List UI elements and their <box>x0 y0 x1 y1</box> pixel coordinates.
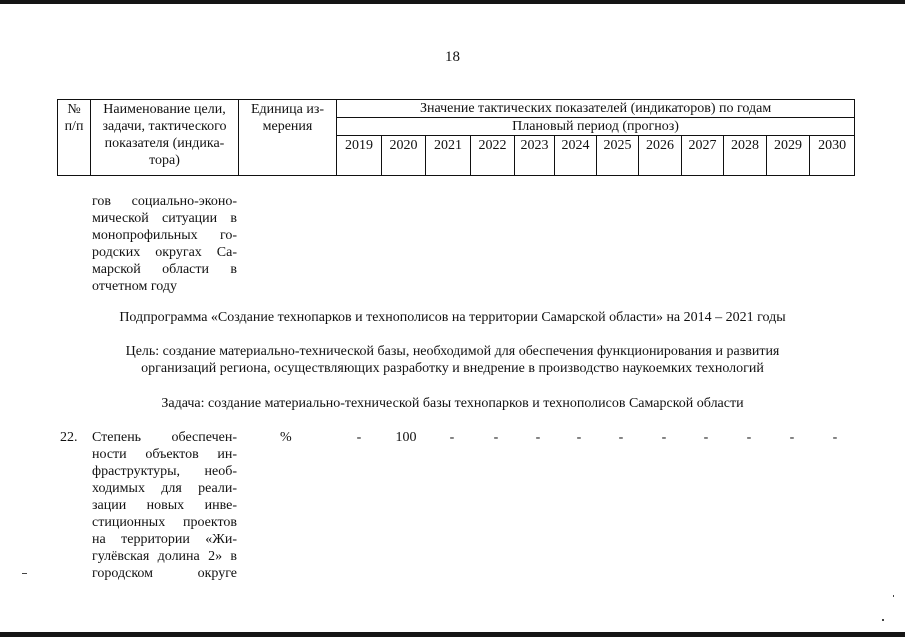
header-number-cell <box>58 100 91 176</box>
continued-indicator-name <box>92 193 237 295</box>
row-22-value-2019: - <box>356 430 362 445</box>
row-22-name-line: ходимых для реали- <box>92 481 237 496</box>
scan-speck <box>893 595 894 597</box>
header-name-line: задачи, тактического <box>102 119 227 134</box>
row-22-indicator-name <box>92 429 237 582</box>
row-22-name-line: городском округе <box>92 566 237 581</box>
header-year-cell: 2019 <box>337 136 382 176</box>
row-22-number: 22. <box>60 430 78 445</box>
header-year-cell: 2022 <box>471 136 515 176</box>
header-number-line: п/п <box>64 119 84 134</box>
scan-speck <box>22 573 27 574</box>
continued-name-line: монопрофильных го- <box>92 228 237 243</box>
row-22-value-2029: - <box>789 430 795 445</box>
continued-name-line: гов социально-эконо- <box>92 194 237 209</box>
header-year-cell: 2027 <box>682 136 724 176</box>
header-name-line: тора) <box>149 153 180 168</box>
header-year-cell: 2029 <box>767 136 810 176</box>
header-year-cell: 2030 <box>810 136 855 176</box>
continued-name-line: отчетном году <box>92 279 178 294</box>
row-22-name-line: ности объектов ин- <box>92 447 237 462</box>
goal-line: Цель: создание материально-технической базы, необходимой для обеспечения функционирования и развития <box>125 344 780 359</box>
row-22-value-2027: - <box>703 430 709 445</box>
header-name-cell <box>91 100 239 176</box>
row-22-value-2021: - <box>449 430 455 445</box>
row-22-name-line: стиционных проектов <box>92 515 237 530</box>
header-unit-cell <box>239 100 337 176</box>
continued-name-line: марской области в <box>92 262 237 277</box>
task-title: Задача: создание материально-технической базы технопарков и технополисов Самарской области <box>161 396 744 411</box>
row-22-value-2028: - <box>746 430 752 445</box>
row-22-name-line: зации новых инве- <box>92 498 237 513</box>
continued-name-line: мической ситуации в <box>92 211 237 226</box>
row-22-name-line: Степень обеспечен- <box>92 430 237 445</box>
header-unit-line: мерения <box>262 119 313 134</box>
row-22-value-2030: - <box>832 430 838 445</box>
row-22-unit: % <box>280 430 292 445</box>
header-name-line: показателя (индика- <box>104 136 225 151</box>
continued-name-line: родских округах Са- <box>92 245 237 260</box>
header-year-cell: 2023 <box>515 136 555 176</box>
header-values-title: Значение тактических показателей (индикаторов) по годам <box>337 100 855 118</box>
goal-statement <box>0 343 905 377</box>
page-number: 18 <box>445 49 460 65</box>
indicator-header-table <box>57 99 855 176</box>
header-year-cell: 2025 <box>597 136 639 176</box>
goal-line: организаций региона, осуществляющих разработку и внедрение в производство наукоемких технологий <box>141 361 764 376</box>
subprogram-title: Подпрограмма «Создание технопарков и технополисов на территории Самарской области» на 2014 – 2021 годы <box>119 310 786 325</box>
row-22-name-line: фраструктуры, необ- <box>92 464 237 479</box>
row-22-name-line: на территории «Жи- <box>92 532 237 547</box>
row-22-value-2026: - <box>661 430 667 445</box>
scan-border-top <box>0 0 905 4</box>
scan-border-bottom <box>0 632 905 637</box>
row-22-name-line: гулёвская долина 2» в <box>92 549 237 564</box>
row-22-value-2020: 100 <box>395 430 417 445</box>
row-22-value-2022: - <box>493 430 499 445</box>
header-year-cell: 2021 <box>426 136 471 176</box>
header-year-cell: 2028 <box>724 136 767 176</box>
header-unit-line: Единица из- <box>250 102 325 117</box>
row-22-value-2025: - <box>618 430 624 445</box>
header-year-cell: 2024 <box>555 136 597 176</box>
row-22-value-2024: - <box>576 430 582 445</box>
scan-speck <box>882 619 884 621</box>
header-year-cell: 2026 <box>639 136 682 176</box>
row-22-value-2023: - <box>535 430 541 445</box>
header-number-line: № <box>67 102 81 117</box>
header-name-line: Наименование цели, <box>103 102 226 117</box>
header-period-title: Плановый период (прогноз) <box>337 118 855 136</box>
header-year-cell: 2020 <box>382 136 426 176</box>
